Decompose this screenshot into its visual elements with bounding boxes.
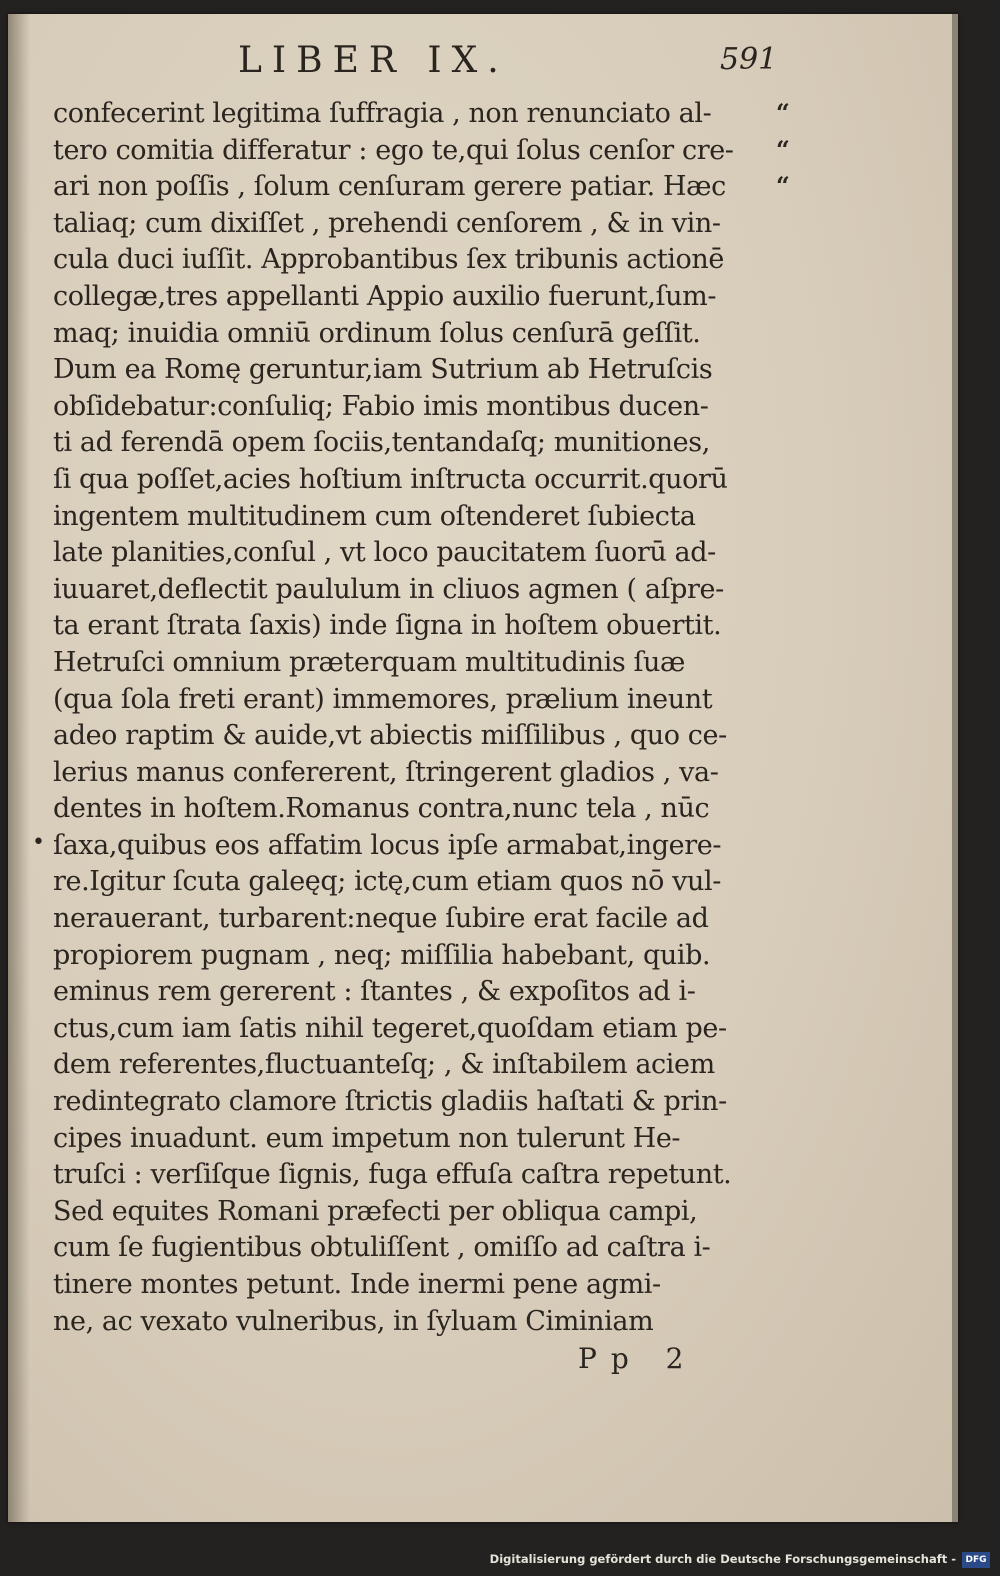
page-spine-shadow (8, 14, 30, 1522)
text-line: propiorem pugnam , neq; miſſilia habebant, quib. (53, 939, 711, 971)
text-line: Sed equites Romani præfecti per obliqua campi, (53, 1195, 698, 1227)
running-title: LIBER IX. (238, 40, 509, 81)
quote-mark: “ (776, 171, 790, 201)
text-line: ne, ac vexato vulneribus, in ſyluam Ciminiam (53, 1305, 654, 1337)
text-line: redintegrato clamore ſtrictis gladiis haſtati & prin- (53, 1086, 727, 1118)
page-header (8, 40, 952, 90)
text-line: lerius manus confererent, ſtringerent gladios , va- (53, 756, 719, 788)
text-line: obſidebatur:conſuliq; Fabio imis montibus ducen- (53, 390, 709, 422)
text-line: cipes inuadunt. eum impetum non tulerunt He- (53, 1122, 681, 1154)
text-line: maq; inuidia omniū ordinum ſolus cenſurā geſſit. (53, 317, 701, 349)
text-line: late planities,conſul , vt loco paucitatem ſuorū ad- (53, 537, 716, 569)
text-line: tero comitia differatur : ego te,qui ſolus cenſor cre- (53, 134, 734, 166)
text-line: Dum ea Romę geruntur,iam Sutrium ab Hetruſcis (53, 354, 713, 386)
text-line: taliaq; cum dixiſſet , prehendi cenſorem , & in vin- (53, 207, 721, 239)
text-line: Hetruſci omnium præterquam multitudinis ſuæ (53, 646, 686, 678)
digitization-footer (0, 1548, 1000, 1576)
text-line: ctus,cum iam ſatis nihil tegeret,quoſdam etiam pe- (53, 1012, 727, 1044)
text-line: dem referentes,fluctuanteſq; , & inſtabilem aciem (53, 1049, 715, 1081)
text-line: re.Igitur ſcuta galeęq; ictę,cum etiam quos nō vul- (53, 866, 721, 898)
text-line: ingentem multitudinem cum oſtenderet ſubiecta (53, 500, 696, 532)
page-number: 591 (720, 42, 778, 77)
signature-mark: Pp 2 (578, 1342, 698, 1375)
body-text (53, 96, 813, 1340)
text-line: dentes in hoſtem.Romanus contra,nunc tela , nūc (53, 793, 710, 825)
text-line: cula duci iuſſit. Approbantibus ſex tribunis actionē (53, 244, 724, 276)
text-line: confecerint legitima ſuffragia , non renunciato al- (53, 98, 712, 129)
quote-mark: “ (776, 98, 790, 127)
text-line: ta erant ſtrata ſaxis) inde ſigna in hoſtem obuertit. (53, 610, 722, 642)
margin-bullet: • (32, 830, 45, 855)
text-line: tinere montes petunt. Inde inermi pene agmi- (53, 1269, 661, 1300)
book-page (8, 14, 958, 1522)
text-line: eminus rem gererent : ſtantes , & expoſitos ad i- (53, 976, 696, 1008)
text-line: ti ad ferendā opem ſociis,tentandaſq; munitiones, (53, 427, 710, 459)
text-line: cum ſe fugientibus obtuliſſent , omiſſo ad caſtra i- (53, 1232, 711, 1264)
text-line: nerauerant, turbarent:neque ſubire erat facile ad (53, 903, 709, 935)
quote-mark: “ (776, 134, 790, 164)
text-line: ſaxa,quibus eos affatim locus ipſe armabat,ingere- (53, 829, 722, 861)
text-line: (qua ſola freti erant) immemores, prælium ineunt (53, 683, 713, 715)
text-line: truſci : verſiſque ſignis, fuga effuſa caſtra repetunt. (53, 1159, 732, 1191)
text-line: iuuaret,deflectit paululum in cliuos agmen ( aſpre- (53, 573, 724, 605)
funding-credit: Digitalisierung gefördert durch die Deutsche Forschungsgemeinschaft - (489, 1552, 956, 1566)
text-line: adeo raptim & auide,vt abiectis miſſilibus , quo ce- (53, 720, 727, 752)
text-line: ari non poſſis , ſolum cenſuram gerere patiar. Hæc (53, 171, 726, 203)
text-line: collegæ,tres appellanti Appio auxilio fuerunt,ſum- (53, 280, 717, 312)
text-line: ſi qua poſſet,acies hoſtium inſtructa occurrit.quorū (53, 463, 728, 495)
dfg-logo-icon: DFG (962, 1552, 990, 1568)
